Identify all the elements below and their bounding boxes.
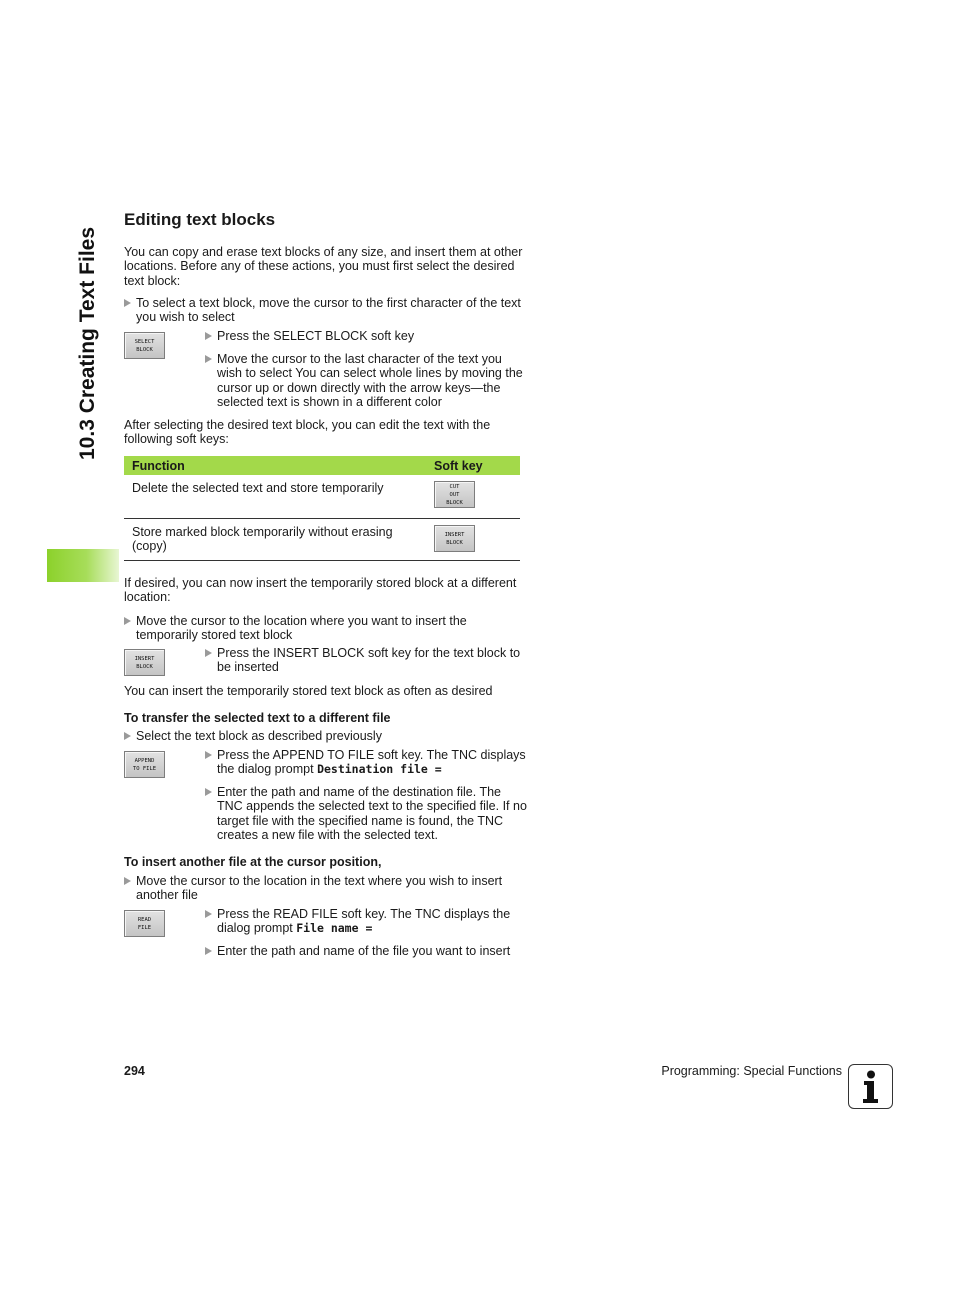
step-text: Press the INSERT BLOCK soft key for the text block to be inserted: [217, 646, 521, 675]
step-move-cursor-file: [124, 874, 532, 903]
step-press-append: [205, 748, 527, 777]
softkey-label: READ FILE: [137, 916, 152, 931]
step-arrow-icon: [205, 910, 212, 918]
softkey-label: INSERT BLOCK: [444, 531, 465, 546]
step-text: Press the APPEND TO FILE soft key. The TNC displays the dialog prompt: [217, 748, 526, 777]
step-move-cursor-insert: [124, 614, 532, 643]
select-block-softkey[interactable]: [124, 332, 165, 359]
step-move-cursor-end: [205, 352, 527, 410]
insert-block-softkey[interactable]: [434, 525, 475, 552]
step-text: Press the SELECT BLOCK soft key: [217, 329, 415, 343]
step-text: To select a text block, move the cursor to the first character of the text you wish to select: [136, 296, 521, 325]
table-cell-function: Delete the selected text and store temporarily: [124, 475, 426, 519]
step-text: Press the READ FILE soft key. The TNC displays the dialog prompt: [217, 907, 511, 936]
step-text: Enter the path and name of the file you want to insert: [217, 944, 511, 958]
table-row: [124, 519, 520, 561]
insert-file-subheading: To insert another file at the cursor position,: [124, 855, 382, 869]
step-arrow-icon: [205, 649, 212, 657]
after-select-paragraph: After selecting the desired text block, you can edit the text with the following soft keys:: [124, 418, 491, 447]
softkey-function-table: [124, 456, 520, 561]
step-arrow-icon: [205, 751, 212, 759]
step-text: Move the cursor to the last character of the text you wish to select You can select whole lines by moving the cursor up or down directly with the arrow keys—the selected text is shown in a different color: [217, 352, 523, 410]
step-press-insert: [205, 646, 527, 675]
dialog-prompt-code: File name =: [296, 921, 373, 936]
info-icon: [848, 1064, 893, 1109]
table-cell-softkey: [426, 519, 520, 561]
table-header-softkey: Soft key: [426, 456, 520, 475]
dialog-prompt-code: Destination file =: [317, 762, 442, 777]
table-row: [124, 475, 520, 519]
step-arrow-icon: [124, 617, 131, 625]
insert-intro-paragraph: If desired, you can now insert the temporarily stored block at a different location:: [124, 576, 517, 605]
step-text: Move the cursor to the location in the text where you wish to insert another file: [136, 874, 503, 903]
step-text: Enter the path and name of the destination file. The TNC appends the selected text to the specified file. If no target file with the specified name is found, the TNC creates a new file with the selected text.: [217, 785, 527, 843]
step-arrow-icon: [205, 947, 212, 955]
table-cell-function: Store marked block temporarily without erasing (copy): [124, 519, 426, 561]
transfer-subheading: To transfer the selected text to a different file: [124, 711, 391, 725]
table-cell-softkey: [426, 475, 520, 519]
chapter-side-title: 10.3 Creating Text Files: [76, 226, 99, 460]
step-enter-destination: [205, 785, 527, 843]
step-press-select: [205, 329, 527, 343]
chapter-tab-marker: [47, 549, 119, 582]
softkey-label: INSERT BLOCK: [134, 655, 155, 670]
read-file-softkey[interactable]: [124, 910, 165, 937]
step-arrow-icon: [124, 732, 131, 740]
step-select-start: [124, 296, 532, 325]
step-arrow-icon: [205, 355, 212, 363]
footer-chapter-name: Programming: Special Functions: [661, 1064, 842, 1078]
step-arrow-icon: [124, 299, 131, 307]
step-arrow-icon: [205, 332, 212, 340]
softkey-label: CUT OUT BLOCK: [446, 483, 463, 506]
step-enter-file-path: [205, 944, 537, 958]
intro-paragraph: You can copy and erase text blocks of any size, and insert them at other locations. Before any of these actions, you must first select the desired text block:: [124, 245, 523, 288]
cut-out-block-softkey[interactable]: [434, 481, 475, 508]
append-to-file-softkey[interactable]: [124, 751, 165, 778]
step-select-block: [124, 729, 532, 743]
softkey-label: APPEND TO FILE: [132, 757, 157, 772]
step-arrow-icon: [124, 877, 131, 885]
step-press-read-file: [205, 907, 527, 936]
insert-note-paragraph: You can insert the temporarily stored text block as often as desired: [124, 684, 493, 698]
section-heading: Editing text blocks: [124, 210, 276, 229]
step-text: Select the text block as described previously: [136, 729, 382, 743]
step-text: Move the cursor to the location where you want to insert the temporarily stored text block: [136, 614, 467, 643]
page-number: 294: [124, 1064, 145, 1078]
softkey-label: SELECT BLOCK: [134, 338, 155, 353]
insert-block-softkey-2[interactable]: [124, 649, 165, 676]
step-arrow-icon: [205, 788, 212, 796]
table-header-function: Function: [124, 456, 426, 475]
